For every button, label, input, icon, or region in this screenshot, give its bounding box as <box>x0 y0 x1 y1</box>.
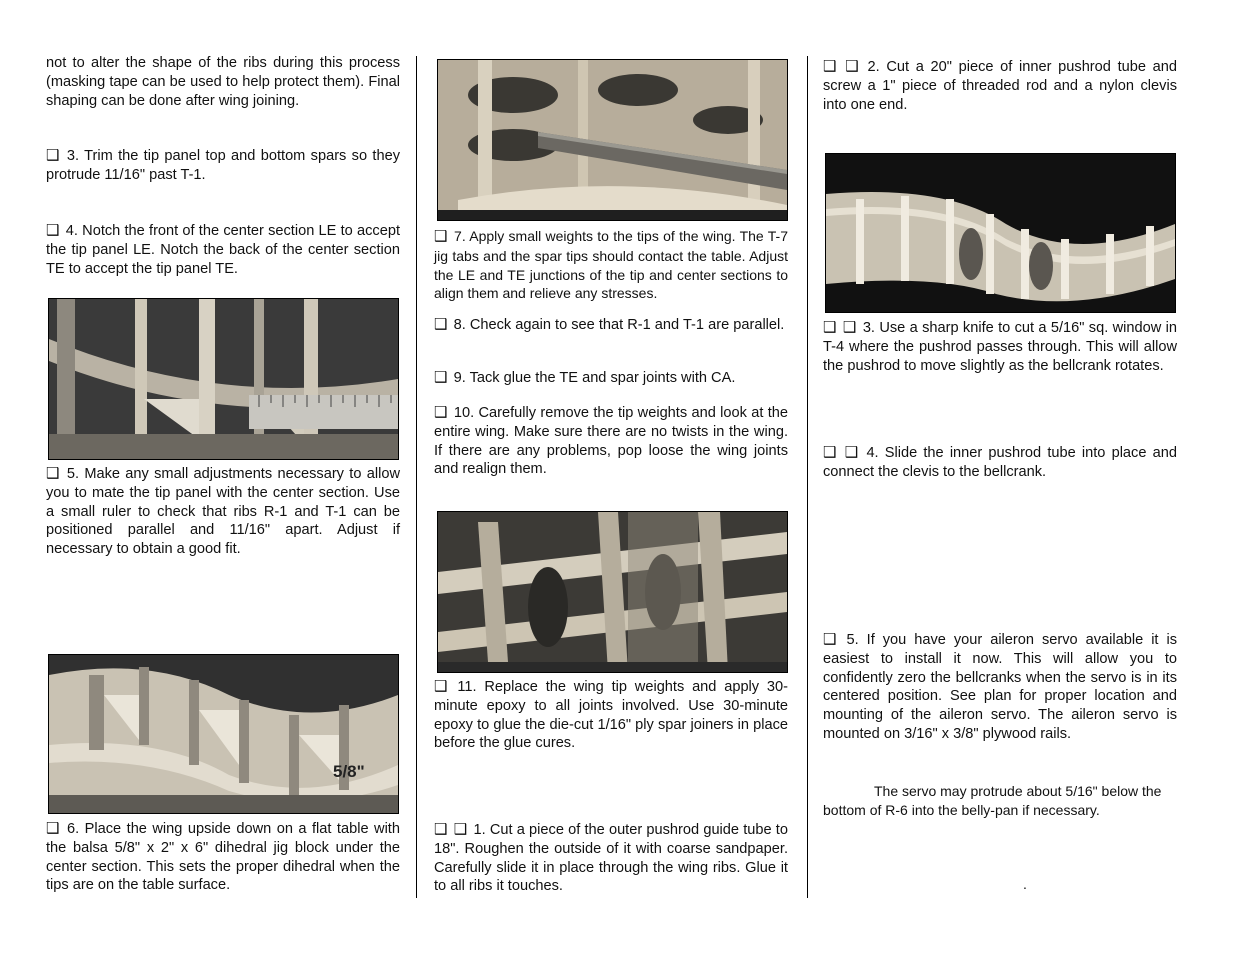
step-4-text: 4. Notch the front of the center section LE to accept the tip panel LE. Notch the back of the center section TE to accept the tip panel TE. <box>46 223 400 277</box>
checkbox-icon[interactable]: ❑ <box>434 316 452 333</box>
stray-dot: . <box>1023 876 1027 892</box>
step-8-text: 8. Check again to see that R-1 and T-1 are parallel. <box>453 317 785 333</box>
photo-wing-on-dihedral-block <box>48 654 399 814</box>
servo-note: The servo may protrude about 5/16" below the bottom of R-6 into the belly-pan if necessary. <box>823 783 1162 818</box>
checkbox-icon[interactable]: ❑ <box>844 444 865 461</box>
pushrod-step-4-text: 4. Slide the inner pushrod tube into place and connect the clevis to the bellcrank. <box>823 445 1177 480</box>
checkbox-icon[interactable]: ❑ <box>46 222 64 239</box>
step-6-text: 6. Place the wing upside down on a flat table with the balsa 5/8" x 2" x 6" dihedral jig block under the center section. This sets the proper dihedral when the tips are on the table surface. <box>46 821 400 894</box>
pushrod-step-2-text: 2. Cut a 20" piece of inner pushrod tube and screw a 1" piece of threaded rod and a nylon clevis into one end. <box>823 59 1178 113</box>
step-5 <box>46 465 400 559</box>
step-10 <box>434 404 788 479</box>
step-3-text: 3. Trim the tip panel top and bottom spars so they protrude 11/16" past T-1. <box>46 148 400 183</box>
pushrod-step-1-text: 1. Cut a piece of the outer pushrod guide tube to 18". Roughen the outside of it with coarse sandpaper. Carefully slide it in place through the wing ribs. Glue it to all ribs it touches. <box>434 822 788 895</box>
checkbox-icon[interactable]: ❑ <box>434 678 456 695</box>
photo-label-dimension: 5/8" <box>333 762 365 781</box>
checkbox-icon[interactable]: ❑ <box>46 147 65 164</box>
checkbox-icon[interactable]: ❑ <box>434 369 452 386</box>
step-10-text: 10. Carefully remove the tip weights and look at the entire wing. Make sure there are no twists in the wing. If there are any problems, pop loose the wing joints and realign them. <box>434 405 788 478</box>
step-7-text: 7. Apply small weights to the tips of the wing. The T-7 jig tabs and the spar tips should contact the table. Adjust the LE and TE junctions of the tip and center sections to align them and relieve any stresses. <box>434 228 788 302</box>
checkbox-icon[interactable]: ❑ <box>434 821 452 838</box>
pushrod-step-3-text: 3. Use a sharp knife to cut a 5/16" sq. window in T-4 where the pushrod passes through. This will allow the pushrod to move slightly as the bellcrank rotates. <box>823 320 1177 374</box>
checkbox-icon[interactable]: ❑ <box>453 821 472 838</box>
step-11 <box>434 678 788 753</box>
column-divider-right <box>807 56 808 898</box>
step-8 <box>434 316 788 335</box>
checkbox-icon[interactable]: ❑ <box>434 228 453 245</box>
photo-wing-structure <box>825 153 1176 313</box>
step-9-text: 9. Tack glue the TE and spar joints with CA. <box>453 370 736 386</box>
column-divider-left <box>416 56 417 898</box>
photo-wing-tip-weights <box>437 59 788 221</box>
checkbox-icon[interactable]: ❑ <box>823 631 845 648</box>
pushrod-step-4 <box>823 444 1177 482</box>
pushrod-step-1 <box>434 821 788 896</box>
checkbox-icon[interactable]: ❑ <box>434 404 452 421</box>
step-5-text: 5. Make any small adjustments necessary to allow you to mate the tip panel with the center section. Use a small ruler to check that ribs R-1 and T-1 can be positioned parallel and 11/16" apart. Adjust if necessary to obtain a good fit. <box>46 466 400 558</box>
step-3 <box>46 147 400 185</box>
intro-paragraph: not to alter the shape of the ribs during this process (masking tape can be used to help protect them). Final shaping can be done after wing joining. <box>46 55 400 109</box>
checkbox-icon[interactable]: ❑ <box>46 465 65 482</box>
servo-step-5 <box>823 631 1177 744</box>
checkbox-icon[interactable]: ❑ <box>46 820 66 837</box>
step-7 <box>434 227 788 303</box>
servo-step-5-text: 5. If you have your aileron servo available it is easiest to install it now. This will allow you to confidently zero the bellcranks when the servo is in its centered position. See plan for proper location and mounting of the aileron servo. The aileron servo is mounted on 3/16" x 3/8" plywood rails. <box>823 632 1177 742</box>
checkbox-icon[interactable]: ❑ <box>842 319 861 336</box>
pushrod-step-2 <box>823 58 1177 114</box>
photo-ruler-on-ribs <box>48 298 399 460</box>
checkbox-icon[interactable]: ❑ <box>823 58 844 75</box>
photo-spar-joiners <box>437 511 788 673</box>
pushrod-step-3 <box>823 319 1177 375</box>
step-9 <box>434 369 788 388</box>
step-11-text: 11. Replace the wing tip weights and apply 30-minute epoxy to all joints involved. Use 30-minute epoxy to glue the die-cut 1/16" ply spar joiners in place before the glue cures. <box>434 679 788 752</box>
step-4 <box>46 222 400 278</box>
checkbox-icon[interactable]: ❑ <box>823 444 843 461</box>
checkbox-icon[interactable]: ❑ <box>845 58 866 75</box>
checkbox-icon[interactable]: ❑ <box>823 319 841 336</box>
step-6 <box>46 820 400 895</box>
